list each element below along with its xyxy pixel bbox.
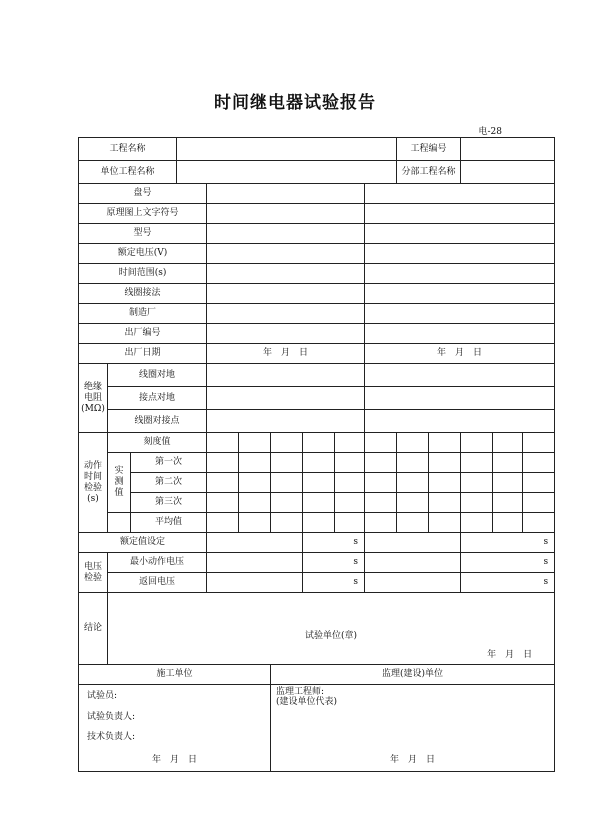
cell-first[interactable] [239,453,271,473]
cell-second[interactable] [461,473,493,493]
field-time-range-2[interactable] [365,264,555,284]
unit-rated-setting-2: s [461,533,555,553]
cell-third[interactable] [271,493,303,513]
field-contact-to-ground-2[interactable] [365,387,555,410]
tester-label: 试验员: [87,691,118,701]
measured-spacer [108,513,131,533]
unit-return-voltage-2: s [461,573,555,593]
cell-scale[interactable] [239,433,271,453]
cell-average[interactable] [303,513,335,533]
field-project-no[interactable] [461,138,555,161]
cell-second[interactable] [271,473,303,493]
field-schematic-symbol-2[interactable] [365,204,555,224]
cell-average[interactable] [523,513,555,533]
label-coil-to-contact: 线圈对接点 [108,410,207,433]
supervisor-label: 监理工程师: [276,687,325,697]
cell-first[interactable] [271,453,303,473]
field-coil-connection-2[interactable] [365,284,555,304]
label-second: 第二次 [131,473,207,493]
cell-third[interactable] [397,493,429,513]
field-rated-setting-2[interactable] [365,533,461,553]
construction-sign-area[interactable] [79,685,271,772]
field-unit-project[interactable] [177,161,397,184]
label-scale-value: 刻度值 [108,433,207,453]
cell-scale[interactable] [429,433,461,453]
cell-second[interactable] [239,473,271,493]
field-model-1[interactable] [207,224,365,244]
field-time-range-1[interactable] [207,264,365,284]
label-third: 第三次 [131,493,207,513]
field-return-voltage-1[interactable] [207,573,303,593]
cell-first[interactable] [429,453,461,473]
label-insulation: 绝缘 电阻 (MΩ) [79,364,108,433]
cell-first[interactable] [523,453,555,473]
field-manufacturer-1[interactable] [207,304,365,324]
test-leader-label: 试验负责人: [87,712,136,722]
supervision-sign-area[interactable] [271,685,555,772]
construction-date: 年 月 日 [152,755,198,765]
field-serial-no-1[interactable] [207,324,365,344]
cell-average[interactable] [429,513,461,533]
unit-min-action-voltage-2: s [461,553,555,573]
field-coil-to-contact-1[interactable] [207,410,365,433]
relay-test-form [78,137,555,772]
cell-first[interactable] [397,453,429,473]
field-manufacture-date-1[interactable]: 年 月 日 [207,344,365,364]
field-coil-connection-1[interactable] [207,284,365,304]
label-manufacture-date: 出厂日期 [79,344,207,364]
form-code: 电-28 [478,127,502,137]
cell-scale[interactable] [461,433,493,453]
cell-first[interactable] [493,453,523,473]
cell-second[interactable] [493,473,523,493]
supervision-date: 年 月 日 [390,755,436,765]
cell-average[interactable] [461,513,493,533]
cell-first[interactable] [207,453,239,473]
label-rated-voltage: 额定电压(V) [79,244,207,264]
label-action-test: 动作 时间 检验 (s) [79,433,108,533]
cell-scale[interactable] [523,433,555,453]
label-schematic-symbol: 原理图上文字符号 [79,204,207,224]
cell-scale[interactable] [271,433,303,453]
field-return-voltage-2[interactable] [365,573,461,593]
label-time-range: 时间范围(s) [79,264,207,284]
label-first: 第一次 [131,453,207,473]
label-average: 平均值 [131,513,207,533]
label-project-name: 工程名称 [79,138,177,161]
label-coil-connection: 线圈接法 [79,284,207,304]
field-rated-voltage-2[interactable] [365,244,555,264]
label-voltage-test: 电压 检验 [79,553,108,593]
field-serial-no-2[interactable] [365,324,555,344]
field-panel-no-1[interactable] [207,184,365,204]
cell-third[interactable] [207,493,239,513]
cell-second[interactable] [523,473,555,493]
field-manufacture-date-2[interactable]: 年 月 日 [365,344,555,364]
cell-scale[interactable] [493,433,523,453]
owner-rep-label: (建设单位代表) [276,697,338,707]
label-sub-project: 分部工程名称 [397,161,461,184]
cell-first[interactable] [365,453,397,473]
cell-average[interactable] [239,513,271,533]
cell-scale[interactable] [365,433,397,453]
cell-third[interactable] [523,493,555,513]
cell-third[interactable] [493,493,523,513]
field-panel-no-2[interactable] [365,184,555,204]
cell-third[interactable] [461,493,493,513]
field-schematic-symbol-1[interactable] [207,204,365,224]
cell-average[interactable] [207,513,239,533]
label-model: 型号 [79,224,207,244]
cell-third[interactable] [335,493,365,513]
cell-second[interactable] [335,473,365,493]
cell-third[interactable] [239,493,271,513]
cell-second[interactable] [365,473,397,493]
field-coil-to-contact-2[interactable] [365,410,555,433]
field-rated-setting-1[interactable] [207,533,303,553]
cell-third[interactable] [429,493,461,513]
cell-average[interactable] [493,513,523,533]
label-serial-no: 出厂编号 [79,324,207,344]
field-model-2[interactable] [365,224,555,244]
unit-min-action-voltage-1: s [303,553,365,573]
label-min-action-voltage: 最小动作电压 [108,553,207,573]
field-manufacturer-2[interactable] [365,304,555,324]
field-project-name[interactable] [177,138,397,161]
cell-second[interactable] [397,473,429,493]
test-unit-seal: 试验单位(章) [305,631,358,641]
tech-leader-label: 技术负责人: [87,732,136,742]
cell-third[interactable] [303,493,335,513]
conclusion-date: 年 月 日 [487,650,533,660]
cell-scale[interactable] [335,433,365,453]
label-rated-setting: 额定值设定 [79,533,207,553]
field-sub-project[interactable] [461,161,555,184]
field-coil-to-ground-2[interactable] [365,364,555,387]
cell-first[interactable] [335,453,365,473]
field-min-action-voltage-2[interactable] [365,553,461,573]
cell-scale[interactable] [303,433,335,453]
page-title: 时间继电器试验报告 [214,93,376,113]
label-unit-project: 单位工程名称 [79,161,177,184]
label-contact-to-ground: 接点对地 [108,387,207,410]
label-construction-unit: 施工单位 [79,665,271,685]
cell-scale[interactable] [397,433,429,453]
label-project-no: 工程编号 [397,138,461,161]
cell-average[interactable] [365,513,397,533]
field-contact-to-ground-1[interactable] [207,387,365,410]
label-return-voltage: 返回电压 [108,573,207,593]
label-supervision-unit: 监理(建设)单位 [271,665,555,685]
cell-average[interactable] [335,513,365,533]
cell-second[interactable] [207,473,239,493]
cell-first[interactable] [303,453,335,473]
cell-average[interactable] [397,513,429,533]
field-rated-voltage-1[interactable] [207,244,365,264]
cell-third[interactable] [365,493,397,513]
cell-second[interactable] [429,473,461,493]
label-conclusion: 结论 [79,593,108,665]
unit-rated-setting-1: s [303,533,365,553]
field-conclusion[interactable] [108,593,555,665]
cell-average[interactable] [271,513,303,533]
label-panel-no: 盘号 [79,184,207,204]
label-manufacturer: 制造厂 [79,304,207,324]
cell-second[interactable] [303,473,335,493]
cell-first[interactable] [461,453,493,473]
label-coil-to-ground: 线圈对地 [108,364,207,387]
label-measured-value: 实 测 值 [108,453,131,513]
field-coil-to-ground-1[interactable] [207,364,365,387]
unit-return-voltage-1: s [303,573,365,593]
field-min-action-voltage-1[interactable] [207,553,303,573]
cell-scale[interactable] [207,433,239,453]
